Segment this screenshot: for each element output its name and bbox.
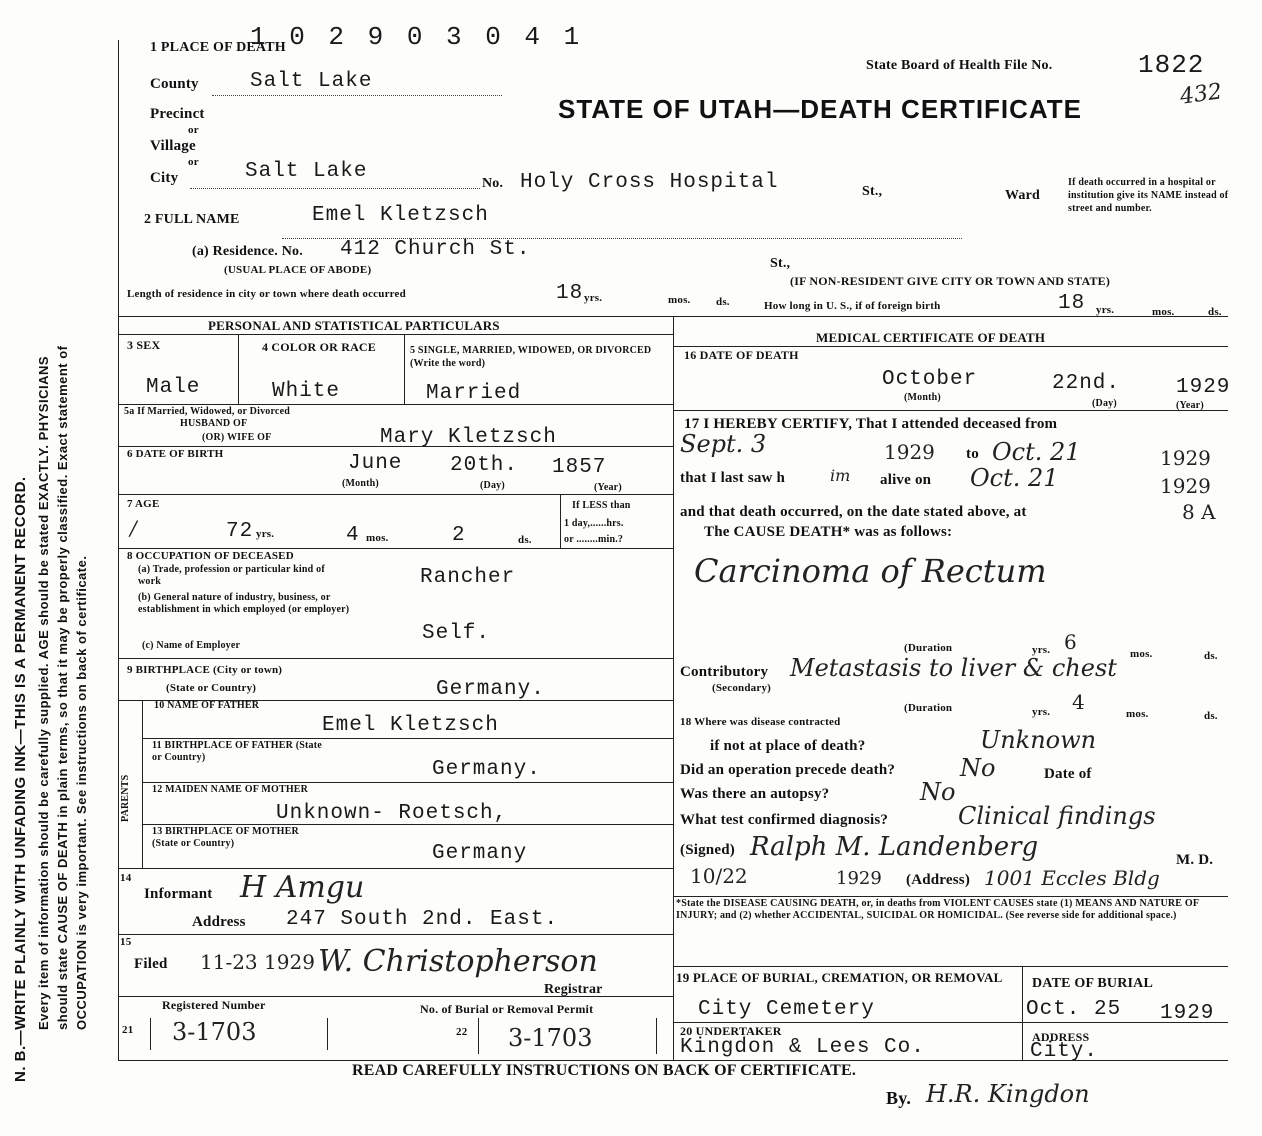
diagnosis-label: What test confirmed diagnosis? bbox=[680, 812, 889, 828]
less-divider bbox=[560, 494, 561, 548]
dob-year-lbl: (Year) bbox=[594, 482, 622, 493]
city-value: Salt Lake bbox=[245, 160, 368, 183]
less-than-1: If LESS than bbox=[572, 500, 631, 511]
reg-box-right bbox=[327, 1018, 328, 1050]
date-of-death-label: 16 DATE OF DEATH bbox=[684, 348, 799, 362]
age-mos-lbl: mos. bbox=[366, 532, 389, 544]
file-number: 1822 bbox=[1138, 50, 1205, 80]
length-residence-yrs: 18 bbox=[556, 282, 584, 305]
employer-label: (c) Name of Employer bbox=[142, 640, 241, 651]
nonresident-label: (IF NON-RESIDENT GIVE CITY OR TOWN AND STATE) bbox=[790, 274, 1111, 288]
informant-address-label: Address bbox=[192, 914, 246, 930]
stamp-number: 1 0 2 9 0 3 0 4 1 bbox=[250, 22, 584, 52]
instructions-footer: READ CAREFULLY INSTRUCTIONS ON BACK OF CERTIFICATE. bbox=[352, 1062, 857, 1079]
dod-year: 1929 bbox=[1176, 376, 1231, 399]
residence-label: (a) Residence. No. bbox=[192, 244, 303, 259]
duration-mos-2: mos. bbox=[1126, 708, 1149, 720]
burial-date-label: DATE OF BURIAL bbox=[1032, 976, 1154, 991]
burial-permit-label: No. of Burial or Removal Permit bbox=[420, 1002, 594, 1016]
dob-day: 20th. bbox=[450, 454, 519, 477]
permit-box-right bbox=[656, 1018, 657, 1054]
age-years: 72 bbox=[226, 520, 254, 543]
duration-ds-1: ds. bbox=[1204, 650, 1218, 662]
cause-value: Carcinoma of Rectum bbox=[694, 552, 1047, 590]
filed-date: 11-23 1929 bbox=[200, 950, 315, 974]
attended-from: Sept. 3 bbox=[680, 430, 767, 458]
length-yrs-label: yrs. bbox=[584, 292, 603, 304]
time-of-death: 8 A bbox=[1182, 500, 1216, 524]
contracted-number: 18 Where was disease contracted bbox=[680, 716, 841, 728]
row-line-12 bbox=[118, 996, 673, 997]
mother-birthplace-value: Germany bbox=[432, 842, 528, 865]
attended-to-year: 1929 bbox=[1160, 446, 1211, 470]
alive-on-label: alive on bbox=[880, 472, 932, 488]
county-value: Salt Lake bbox=[250, 70, 373, 93]
duration-mos-1: mos. bbox=[1130, 648, 1153, 660]
medical-title-line bbox=[673, 346, 1228, 347]
undertaker-address-value: City. bbox=[1030, 1040, 1099, 1063]
burial-year-value: 1929 bbox=[1160, 1002, 1215, 1025]
parents-label: PARENTS bbox=[120, 774, 131, 822]
last-saw-label: that I last saw h bbox=[680, 470, 786, 486]
color-col-divider bbox=[404, 334, 405, 404]
dob-day-lbl: (Day) bbox=[480, 480, 505, 491]
duration-value-2: 4 bbox=[1072, 690, 1085, 714]
med-line-1 bbox=[673, 410, 1228, 411]
residence-st-label: St., bbox=[770, 256, 791, 271]
certificate-title: STATE OF UTAH—DEATH CERTIFICATE bbox=[558, 94, 1082, 124]
spouse-label-1: 5a If Married, Widowed, or Divorced bbox=[124, 406, 290, 417]
burial-date-value: Oct. 25 bbox=[1026, 998, 1122, 1021]
duration-label-1: (Duration bbox=[904, 642, 953, 654]
autopsy-value: No bbox=[920, 778, 956, 806]
city-label: City bbox=[150, 170, 179, 186]
registrar-signature: W. Christopherson bbox=[318, 944, 598, 979]
duration-yrs-1: yrs. bbox=[1032, 644, 1051, 656]
dod-year-lbl: (Year) bbox=[1176, 400, 1204, 411]
certify-label: 17 I HEREBY CERTIFY, That I attended deceased from bbox=[684, 416, 1058, 432]
sex-value: Male bbox=[146, 376, 201, 399]
employer-value: Self. bbox=[422, 622, 491, 645]
us-yrs-label: yrs. bbox=[1096, 304, 1115, 316]
undertaker-label: 20 UNDERTAKER bbox=[680, 1024, 782, 1038]
row-line-10 bbox=[118, 868, 673, 869]
parents-divider bbox=[142, 700, 143, 868]
row-line-2 bbox=[118, 446, 673, 447]
abode-label: (USUAL PLACE OF ABODE) bbox=[224, 264, 372, 276]
last-saw-year: 1929 bbox=[1160, 474, 1211, 498]
occupation-a-label: (a) Trade, profession or particular kind of work bbox=[138, 564, 325, 587]
cause-label: The CAUSE DEATH* was as follows: bbox=[704, 524, 953, 540]
row-line-11 bbox=[118, 934, 673, 935]
marital-value: Married bbox=[426, 382, 522, 405]
footnote: *State the DISEASE CAUSING DEATH, or, in deaths from VIOLENT CAUSES state (1) MEANS AND NATURE OF INJURY; and (2) whether ACCIDENTAL, SUICIDAL OR HOMICIDAL. (See reverse side for additional space.) bbox=[676, 898, 1199, 921]
or-2: or bbox=[188, 156, 199, 168]
dod-month-lbl: (Month) bbox=[904, 392, 941, 403]
us-residence-yrs: 18 bbox=[1058, 292, 1086, 315]
undertaker-value: Kingdon & Lees Co. bbox=[680, 1036, 925, 1059]
age-ds-lbl: ds. bbox=[518, 534, 532, 546]
filed-label: Filed bbox=[134, 956, 168, 972]
father-birthplace-value: Germany. bbox=[432, 758, 541, 781]
father-name-value: Emel Kletzsch bbox=[322, 714, 499, 737]
permit-box-left bbox=[478, 1018, 479, 1054]
left-border bbox=[118, 40, 119, 1060]
full-name-label: 2 FULL NAME bbox=[144, 212, 240, 227]
ward-note: If death occurred in a hospital or institution give its NAME instead of street and number. bbox=[1068, 177, 1229, 214]
duration-value-1: 6 bbox=[1064, 630, 1077, 654]
less-than-2: 1 day,......hrs. bbox=[564, 518, 624, 529]
spouse-value: Mary Kletzsch bbox=[380, 426, 557, 449]
reg-21: 21 bbox=[122, 1024, 134, 1036]
undertaker-address-label: ADDRESS bbox=[1032, 1030, 1090, 1044]
contracted-label-2: if not at place of death? bbox=[710, 738, 866, 754]
him-value: im bbox=[830, 466, 851, 485]
age-yrs-lbl: yrs. bbox=[256, 528, 275, 540]
dob-month-lbl: (Month) bbox=[342, 478, 379, 489]
signed-label: (Signed) bbox=[680, 842, 735, 858]
length-residence-label: Length of residence in city or town where death occurred bbox=[127, 288, 406, 300]
operation-label: Did an operation precede death? bbox=[680, 762, 896, 778]
sidebar-text-3: should state CAUSE OF DEATH in plain terms, so that it may be properly classified. Exact statement of bbox=[55, 345, 70, 1030]
dob-label: 6 DATE OF BIRTH bbox=[127, 448, 224, 460]
last-saw-date: Oct. 21 bbox=[970, 464, 1059, 492]
attended-from-year: 1929 bbox=[884, 440, 935, 464]
file-number-secondary: 432 bbox=[1178, 79, 1224, 110]
birthplace-label: 9 BIRTHPLACE (City or town) bbox=[127, 664, 283, 676]
street-no-label: No. bbox=[482, 176, 504, 191]
dod-day: 22nd. bbox=[1052, 372, 1121, 395]
less-than-3: or ........min.? bbox=[564, 534, 624, 545]
sidebar-text-1: N. B.—WRITE PLAINLY WITH UNFADING INK—THIS IS A PERMANENT RECORD. bbox=[12, 476, 29, 1082]
row-line-7 bbox=[142, 738, 673, 739]
personal-section-title: PERSONAL AND STATISTICAL PARTICULARS bbox=[208, 318, 500, 333]
mother-name-label: 12 MAIDEN NAME OF MOTHER bbox=[152, 784, 309, 795]
father-birthplace-label: 11 BIRTHPLACE OF FATHER (State or Country) bbox=[152, 740, 322, 763]
filed-number: 15 bbox=[120, 936, 132, 948]
duration-yrs-2: yrs. bbox=[1032, 706, 1051, 718]
to-label: to bbox=[966, 446, 979, 462]
age-label: 7 AGE bbox=[127, 498, 160, 510]
reg-22: 22 bbox=[456, 1026, 468, 1038]
color-value: White bbox=[272, 380, 341, 403]
dob-month: June bbox=[348, 452, 403, 475]
us-ds-label: ds. bbox=[1208, 306, 1222, 318]
ward-label: Ward bbox=[1005, 188, 1041, 203]
duration-ds-2: ds. bbox=[1204, 710, 1218, 722]
file-number-label: State Board of Health File No. bbox=[866, 58, 1053, 73]
precinct-label: Precinct bbox=[150, 106, 205, 122]
row-line-4 bbox=[118, 548, 673, 549]
signed-year: 1929 bbox=[836, 868, 882, 889]
med-line-3 bbox=[673, 966, 1228, 967]
diagnosis-value: Clinical findings bbox=[958, 802, 1156, 830]
undertaker-signature: H.R. Kingdon bbox=[926, 1080, 1090, 1108]
sidebar-text-2: Every item of information should be carefully supplied. AGE should be stated EXACTLY. PHYSICIANS bbox=[36, 355, 51, 1030]
birthplace-sub: (State or Country) bbox=[166, 682, 257, 694]
burial-place-value: City Cemetery bbox=[698, 998, 875, 1021]
us-mos-label: mos. bbox=[1152, 306, 1175, 318]
contracted-value: Unknown bbox=[980, 726, 1097, 754]
dob-year: 1857 bbox=[552, 456, 607, 479]
mother-birthplace-label: 13 BIRTHPLACE OF MOTHER (State or Country) bbox=[152, 826, 299, 849]
city-line bbox=[190, 188, 480, 189]
residence-value: 412 Church St. bbox=[340, 238, 531, 261]
physician-address: 1001 Eccles Bldg bbox=[984, 866, 1160, 890]
row-line-8 bbox=[142, 782, 673, 783]
county-line bbox=[212, 95, 502, 96]
med-line-2 bbox=[673, 896, 1228, 897]
row-line-3 bbox=[118, 494, 673, 495]
contributory-label: Contributory bbox=[680, 664, 769, 680]
occurred-label: and that death occurred, on the date stated above, at bbox=[680, 504, 1027, 520]
med-line-4 bbox=[673, 1022, 1228, 1023]
spouse-label-2: HUSBAND OF bbox=[180, 418, 248, 429]
md-label: M. D. bbox=[1176, 852, 1214, 868]
burial-divider bbox=[1022, 966, 1023, 1060]
sex-col-divider bbox=[238, 334, 239, 404]
informant-number: 14 bbox=[120, 872, 132, 884]
informant-signature: H Amgu bbox=[240, 870, 365, 905]
registered-number: 3-1703 bbox=[172, 1018, 257, 1046]
sidebar-text-4: OCCUPATION is very important. See instructions on back of certificate. bbox=[74, 555, 89, 1030]
village-label: Village bbox=[150, 138, 196, 154]
contributory-value: Metastasis to liver & chest bbox=[790, 654, 1117, 682]
street-st-label: St., bbox=[862, 184, 883, 199]
attended-to: Oct. 21 bbox=[992, 438, 1081, 466]
physician-signature: Ralph M. Landenberg bbox=[750, 832, 1039, 862]
physician-address-label: (Address) bbox=[906, 872, 971, 888]
burial-permit-number: 3-1703 bbox=[508, 1024, 593, 1052]
us-residence-label: How long in U. S., if of foreign birth bbox=[764, 300, 941, 312]
sex-label: 3 SEX bbox=[127, 338, 161, 352]
operation-value: No bbox=[960, 754, 996, 782]
street-no-value: Holy Cross Hospital bbox=[520, 171, 779, 194]
autopsy-label: Was there an autopsy? bbox=[680, 786, 830, 802]
by-label: By. bbox=[886, 1088, 912, 1108]
age-months: 4 bbox=[346, 524, 360, 547]
color-label: 4 COLOR OR RACE bbox=[262, 340, 377, 354]
medical-section-title: MEDICAL CERTIFICATE OF DEATH bbox=[816, 330, 1046, 345]
length-mos-label: mos. bbox=[668, 294, 691, 306]
row-line-5 bbox=[118, 658, 673, 659]
signed-date: 10/22 bbox=[690, 864, 748, 888]
full-name-value: Emel Kletzsch bbox=[312, 204, 489, 227]
father-name-label: 10 NAME OF FATHER bbox=[154, 700, 260, 711]
age-days: 2 bbox=[452, 524, 466, 547]
registrar-label: Registrar bbox=[544, 982, 603, 997]
row-line-1 bbox=[118, 404, 673, 405]
burial-place-label: 19 PLACE OF BURIAL, CREMATION, OR REMOVAL bbox=[676, 970, 1003, 985]
date-of-label: Date of bbox=[1044, 766, 1092, 782]
center-divider bbox=[673, 316, 674, 1061]
occupation-label: 8 OCCUPATION OF DECEASED bbox=[127, 550, 294, 562]
or-1: or bbox=[188, 124, 199, 136]
informant-address: 247 South 2nd. East. bbox=[286, 908, 559, 931]
age-check: / bbox=[130, 516, 137, 540]
birthplace-value: Germany. bbox=[436, 678, 545, 701]
informant-label: Informant bbox=[144, 886, 213, 902]
length-ds-label: ds. bbox=[716, 296, 730, 308]
registered-number-label: Registered Number bbox=[162, 998, 266, 1012]
occupation-value: Rancher bbox=[420, 566, 516, 589]
spouse-label-3: (OR) WIFE OF bbox=[202, 432, 272, 443]
reg-box-left bbox=[150, 1018, 151, 1050]
secondary-label: (Secondary) bbox=[712, 682, 772, 694]
row-line-9 bbox=[142, 824, 673, 825]
occupation-b-label: (b) General nature of industry, business, or establishment in which employed (or employer) bbox=[138, 592, 350, 615]
dod-day-lbl: (Day) bbox=[1092, 398, 1117, 409]
mother-name-value: Unknown- Roetsch, bbox=[276, 802, 508, 825]
marital-label: 5 SINGLE, MARRIED, WIDOWED, OR DIVORCED (Write the word) bbox=[410, 345, 652, 369]
dod-month: October bbox=[882, 368, 978, 391]
county-label: County bbox=[150, 76, 199, 92]
duration-label-2: (Duration bbox=[904, 702, 953, 714]
personal-title-line bbox=[118, 334, 673, 335]
place-of-death-label: 1 PLACE OF DEATH bbox=[150, 40, 286, 55]
